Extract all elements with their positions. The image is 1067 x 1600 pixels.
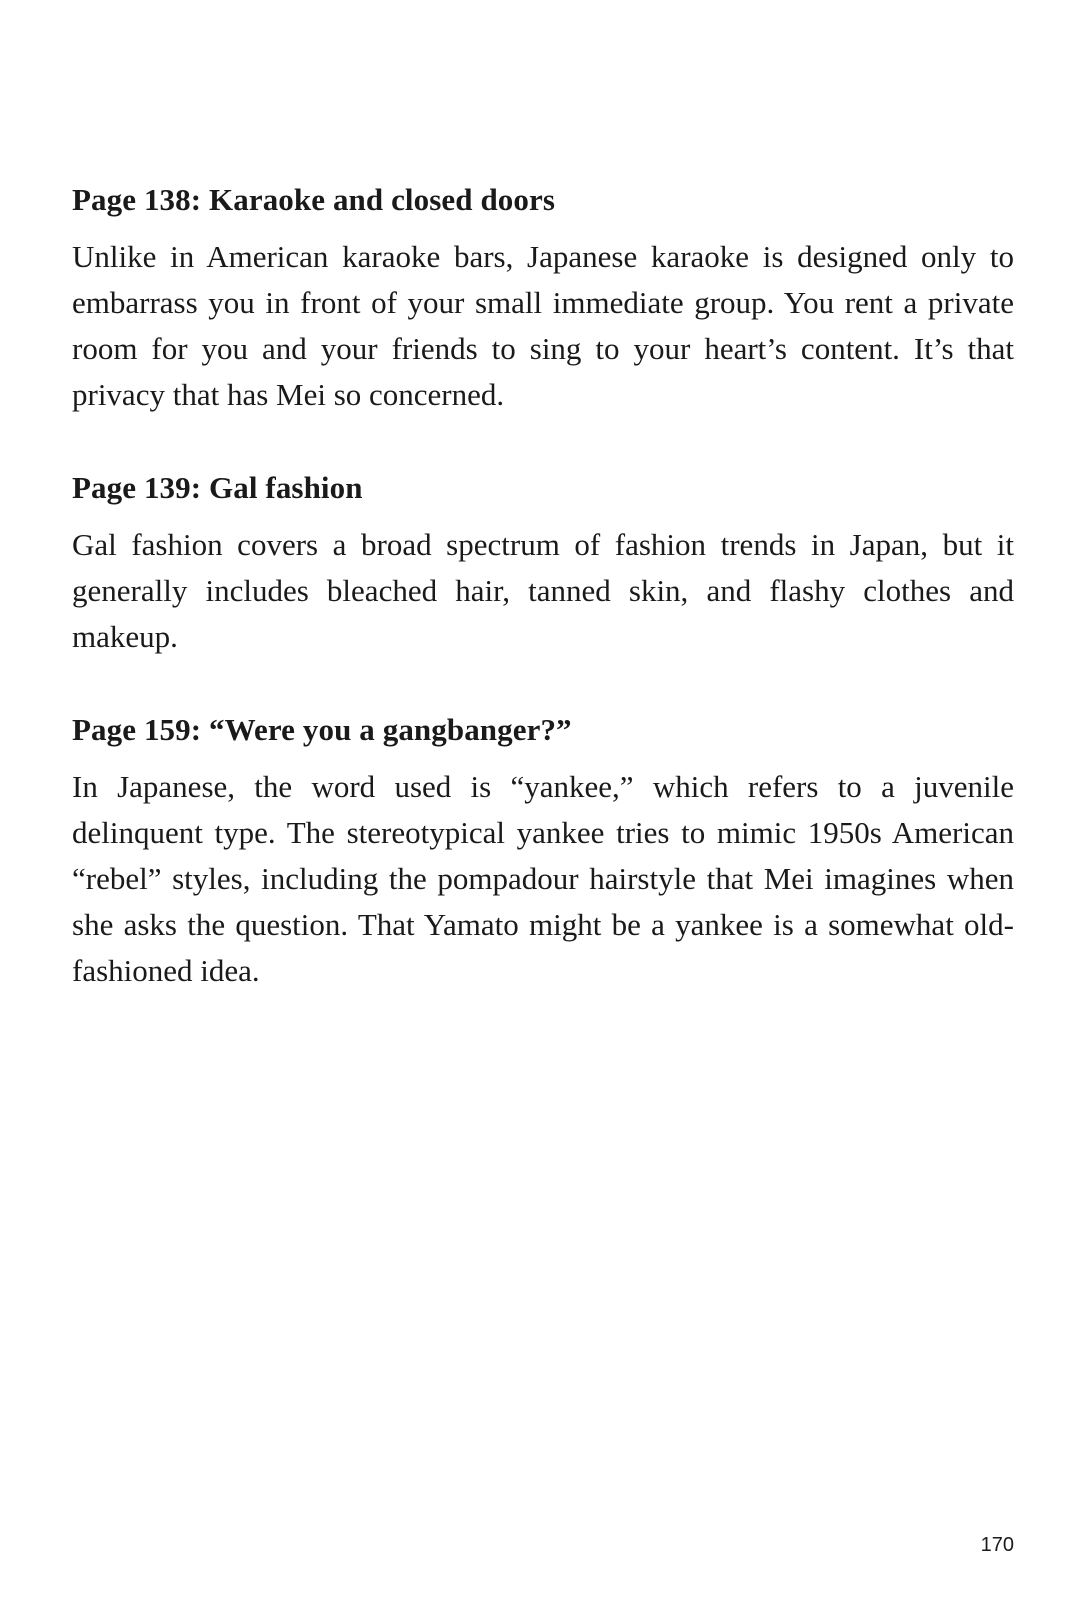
note-heading: Page 159: “Were you a gangbanger?”	[72, 712, 572, 747]
note-body: In Japanese, the word used is “yankee,” which refers to a juvenile delinquent type. The stereotypical yankee tries to mimic 1950s American “rebel” styles, including the pompadour hairstyle that Mei imagines when she asks the question. That Yamato might be a yankee is a somewhat old-fashioned idea.	[72, 769, 1014, 988]
note-body: Unlike in American karaoke bars, Japanese karaoke is designed only to embarrass you in front of your small immediate group. You rent a private room for you and your friends to sing to your heart’s content. It’s that privacy that has Mei so concerned.	[72, 239, 1014, 412]
translation-notes	[72, 178, 1014, 1042]
note-karaoke	[72, 178, 1014, 418]
note-heading: Page 139: Gal fashion	[72, 470, 363, 505]
note-heading: Page 138: Karaoke and closed doors	[72, 182, 556, 217]
note-gal-fashion	[72, 466, 1014, 660]
page-number: 170	[980, 1534, 1014, 1556]
note-body: Gal fashion covers a broad spectrum of fashion trends in Japan, but it generally includes bleached hair, tanned skin, and flashy clothes and makeup.	[72, 527, 1014, 654]
note-yankee	[72, 708, 1014, 994]
